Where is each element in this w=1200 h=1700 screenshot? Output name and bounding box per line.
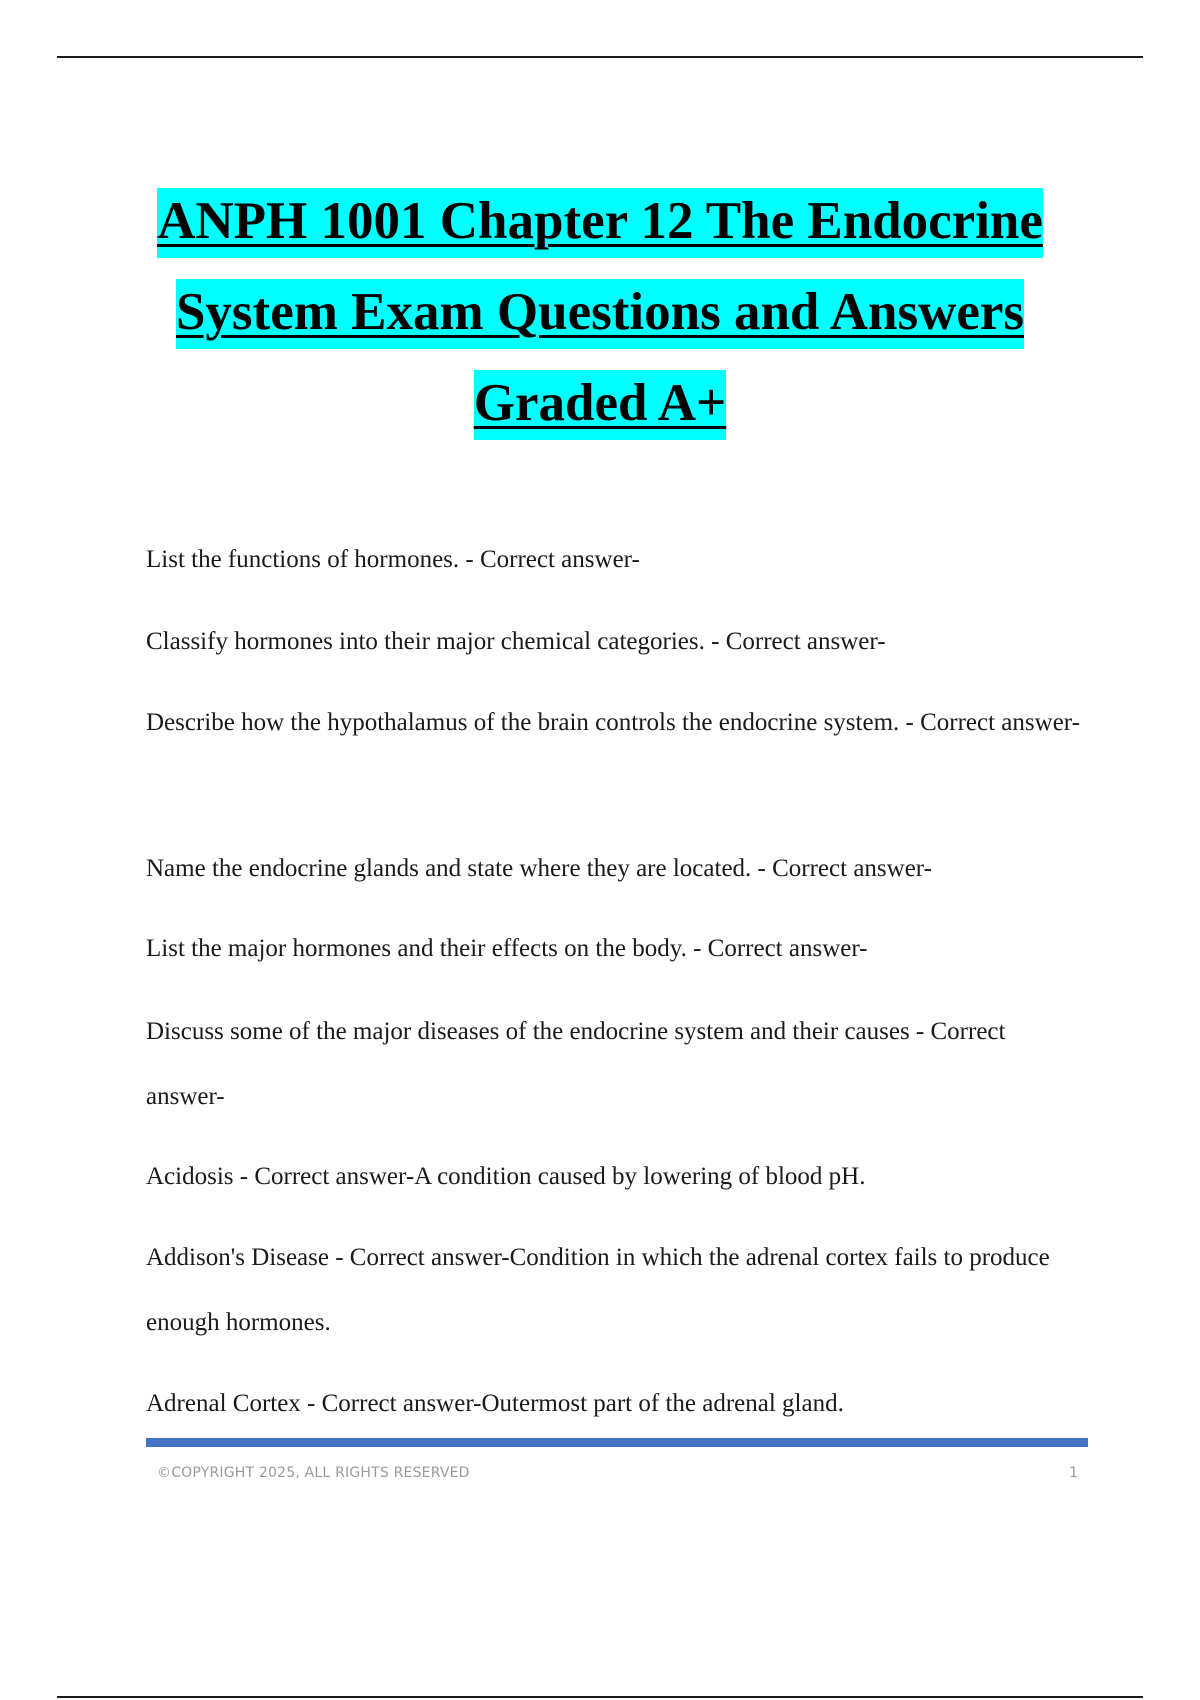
top-rule	[57, 56, 1143, 58]
footer-copyright: ©COPYRIGHT 2025, ALL RIGHTS RESERVED	[157, 1465, 470, 1481]
qa-item-adrenal-cortex: Adrenal Cortex - Correct answer-Outermost part of the adrenal gland.	[146, 1390, 844, 1417]
bottom-rule	[57, 1696, 1143, 1698]
title-line-3: Graded A+	[0, 358, 1200, 449]
qa-item-classify-hormones: Classify hormones into their major chemical categories. - Correct answer-	[146, 628, 886, 655]
footer-bar	[146, 1438, 1088, 1447]
qa-item-hypothalamus: Describe how the hypothalamus of the brain controls the endocrine system. - Correct answer-	[146, 709, 1080, 736]
title-line-1: ANPH 1001 Chapter 12 The Endocrine	[0, 176, 1200, 267]
qa-item-acidosis: Acidosis - Correct answer-A condition caused by lowering of blood pH.	[146, 1163, 866, 1190]
document-title	[0, 176, 1200, 449]
qa-item-major-hormones: List the major hormones and their effects on the body. - Correct answer-	[146, 935, 868, 962]
qa-item-hormone-functions: List the functions of hormones. - Correct answer-	[146, 546, 640, 573]
qa-item-addisons-disease: Addison's Disease - Correct answer-Condition in which the adrenal cortex fails to produce enough hormones.	[146, 1244, 1050, 1336]
title-line-2: System Exam Questions and Answers	[0, 267, 1200, 358]
page-number: 1	[1069, 1465, 1078, 1481]
qa-item-endocrine-diseases: Discuss some of the major diseases of the endocrine system and their causes - Correct answer-	[146, 1018, 1006, 1110]
qa-item-endocrine-glands: Name the endocrine glands and state where they are located. - Correct answer-	[146, 855, 932, 882]
